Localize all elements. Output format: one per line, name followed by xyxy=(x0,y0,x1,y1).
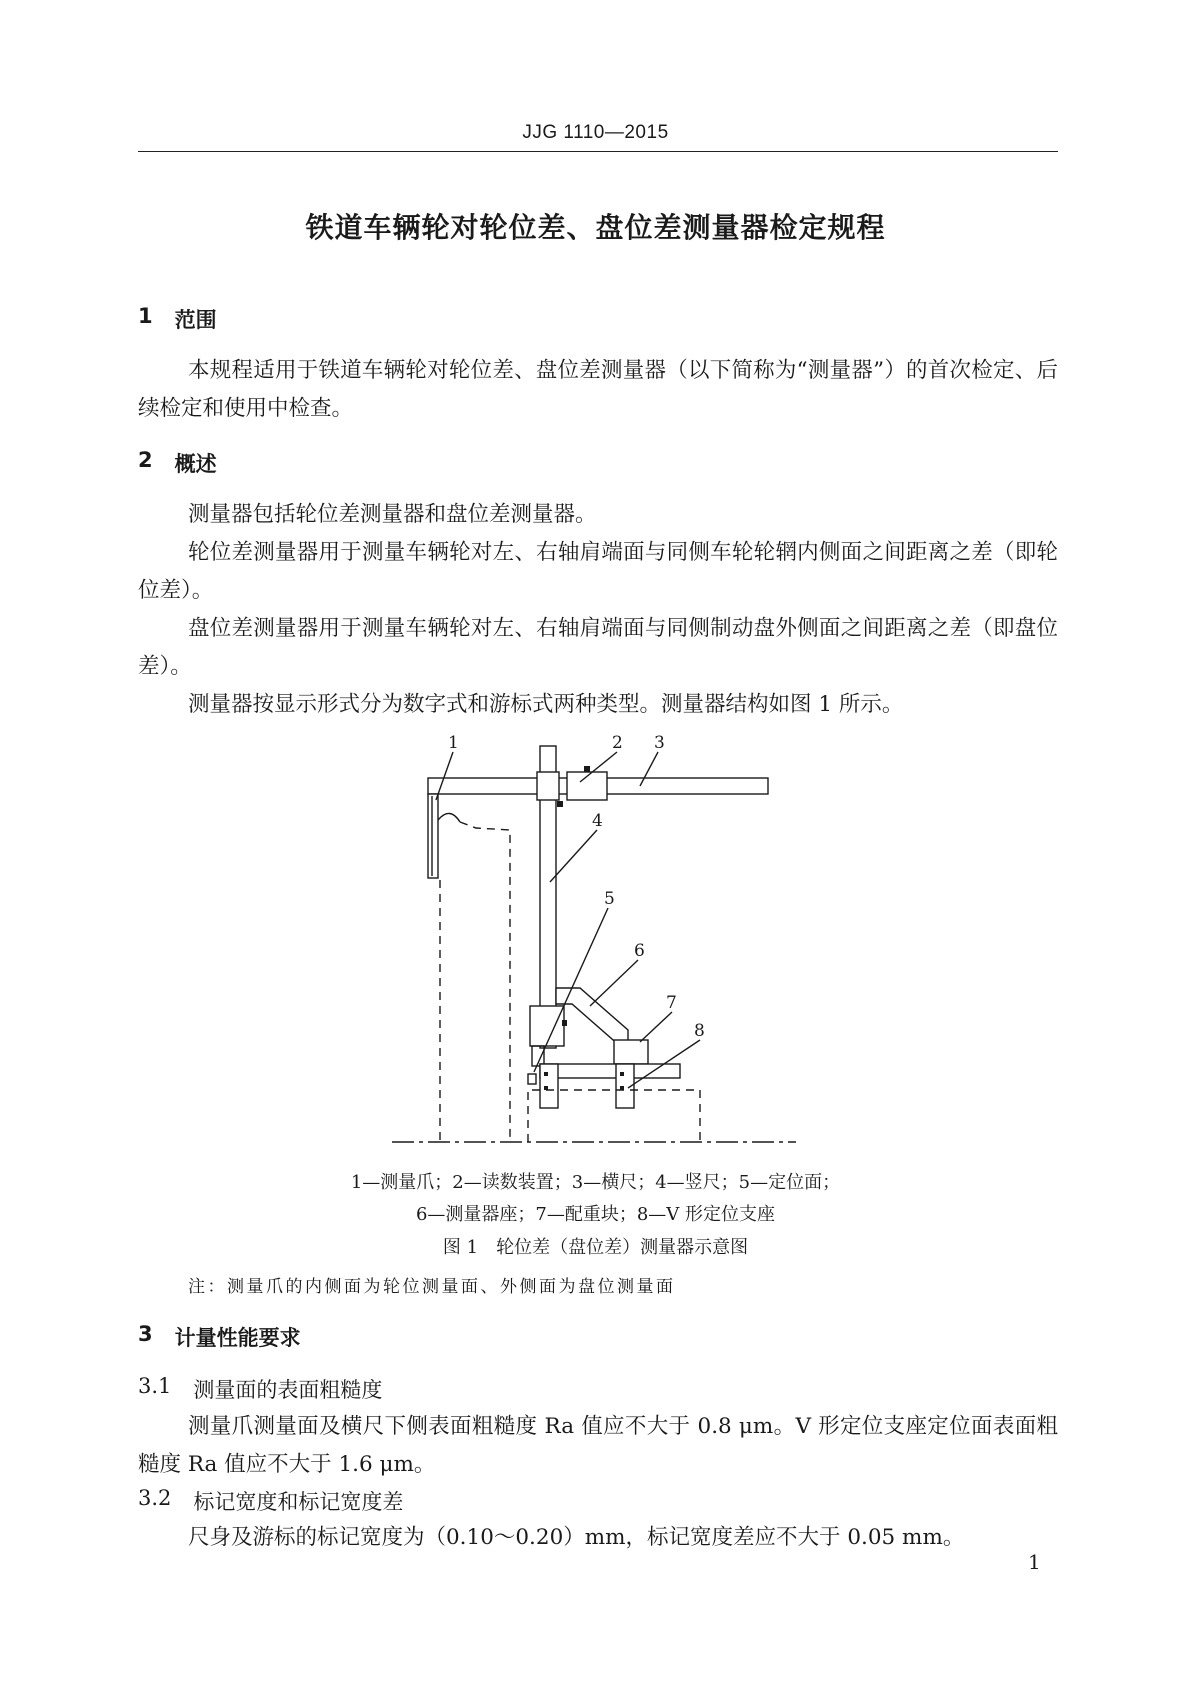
reading-device-screw xyxy=(584,766,590,772)
callout-4: 4 xyxy=(592,811,603,831)
counterweight xyxy=(614,1040,648,1064)
section-3-2-title: 标记宽度和标记宽度差 xyxy=(193,1490,404,1514)
document-title: 铁道车辆轮对轮位差、盘位差测量器检定规程 xyxy=(305,211,886,244)
standard-code: JJG 1110—2015 xyxy=(522,122,669,143)
leader-4 xyxy=(550,830,597,882)
callout-7: 7 xyxy=(666,993,677,1013)
overview-paragraph-3: 盘位差测量器用于测量车辆轮对左、右轴肩端面与同侧制动盘外侧面之间距离之差（即盘位差）。 xyxy=(138,616,1058,679)
figure-legend-line-1: 1—测量爪；2—读数装置；3—横尺；4—竖尺；5—定位面； xyxy=(350,1172,841,1193)
leader-1 xyxy=(436,752,453,800)
measurer-diagram xyxy=(380,730,820,1150)
section-3-2-heading xyxy=(138,1486,403,1516)
section-3-1-heading xyxy=(138,1374,382,1404)
measurer-base xyxy=(556,988,628,1046)
measuring-claw xyxy=(428,794,438,878)
callout-6: 6 xyxy=(634,941,645,961)
section-3-2-number: 3.2 xyxy=(138,1486,172,1510)
locating-foot xyxy=(528,1074,536,1084)
section-3-1-number: 3.1 xyxy=(138,1374,172,1398)
base-small-screw xyxy=(562,1020,567,1026)
v-support-right-mark xyxy=(620,1072,624,1076)
header-rule xyxy=(138,151,1058,152)
section-3-heading xyxy=(138,1322,301,1352)
overview-paragraph-4: 测量器按显示形式分为数字式和游标式两种类型。测量器结构如图 1 所示。 xyxy=(188,692,904,717)
callout-5: 5 xyxy=(604,889,615,909)
v-support-left xyxy=(540,1064,558,1108)
callout-3: 3 xyxy=(654,733,665,753)
leader-6 xyxy=(590,960,638,1006)
claw-hook xyxy=(438,813,460,822)
wheel-profile xyxy=(460,822,510,1142)
section-2-heading xyxy=(138,448,217,478)
overview-paragraph-2: 轮位差测量器用于测量车辆轮对左、右轴肩端面与同侧车轮轮辋内侧面之间距离之差（即轮位差）。 xyxy=(138,540,1058,603)
section-2-title: 概述 xyxy=(174,452,217,476)
section-3-number: 3 xyxy=(138,1322,153,1346)
leader-7 xyxy=(640,1012,672,1042)
section-3-1-title: 测量面的表面粗糙度 xyxy=(193,1378,383,1402)
leader-3 xyxy=(640,752,658,786)
base-lower-block xyxy=(530,1006,564,1046)
callout-8: 8 xyxy=(694,1021,705,1041)
scope-paragraph: 本规程适用于铁道车辆轮对轮位差、盘位差测量器（以下简称为“测量器”）的首次检定、后续检定和使用中检查。 xyxy=(138,358,1058,421)
section-1-number: 1 xyxy=(138,304,153,328)
section-3-title: 计量性能要求 xyxy=(174,1326,301,1350)
vertical-ruler-block xyxy=(537,772,559,800)
mark-width-paragraph: 尺身及游标的标记宽度为（0.10～0.20）mm，标记宽度差应不大于 0.05 mm。 xyxy=(188,1525,965,1550)
page-number: 1 xyxy=(1028,1550,1041,1574)
callout-2: 2 xyxy=(612,733,623,753)
section-2-number: 2 xyxy=(138,448,153,472)
roughness-paragraph: 测量爪测量面及横尺下侧表面粗糙度 Ra 值应不大于 0.8 μm。V 形定位支座定位面表面粗糙度 Ra 值应不大于 1.6 μm。 xyxy=(138,1414,1058,1477)
vertical-ruler-screw xyxy=(557,801,563,807)
figure-note: 注：测量爪的内侧面为轮位测量面、外侧面为盘位测量面 xyxy=(188,1277,676,1297)
callout-1: 1 xyxy=(448,733,459,753)
v-support-left-mark xyxy=(544,1072,548,1076)
section-1-title: 范围 xyxy=(174,308,217,332)
bottom-bar xyxy=(540,1064,680,1078)
section-1-heading xyxy=(138,304,217,334)
figure-legend-line-2: 6—测量器座；7—配重块；8—V 形定位支座 xyxy=(415,1204,776,1225)
figure-caption: 图 1 轮位差（盘位差）测量器示意图 xyxy=(442,1237,749,1258)
overview-paragraph-1: 测量器包括轮位差测量器和盘位差测量器。 xyxy=(188,502,597,527)
